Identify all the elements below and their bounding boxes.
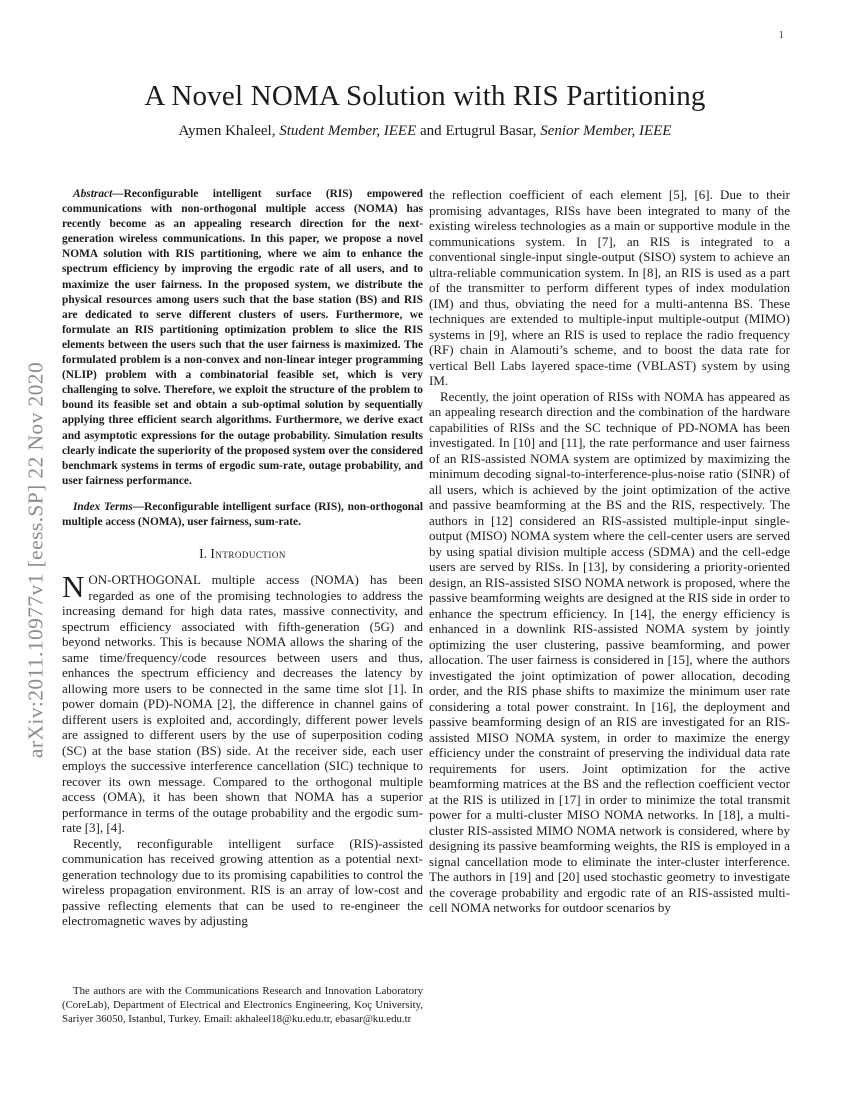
page-number: 1 xyxy=(778,29,784,41)
abstract-label: Abstract— xyxy=(73,188,124,200)
authors-line xyxy=(0,123,850,140)
section-number: I. xyxy=(199,546,211,562)
author-separator-1: , xyxy=(271,123,280,139)
author-separator-2: , xyxy=(532,123,541,139)
author-affiliation-footnote: The authors are with the Communications Research and Innovation Laboratory (CoreLab), Department of Electrical and Electronics Engineering, Koç University, Sariyer 36050, Istanbul, Turkey. Email: akhaleel18@ku.edu.tr, ebasar@ku.edu.tr xyxy=(62,980,423,1027)
dropcap-letter: N xyxy=(62,569,85,605)
left-column xyxy=(62,187,423,982)
abstract-paragraph xyxy=(62,187,423,489)
index-terms-text: Reconfigurable intelligent surface (RIS), non-orthogonal multiple access (NOMA), user fairness, sum-rate. xyxy=(62,500,423,528)
authors-and: and xyxy=(416,123,446,139)
abstract-text: Reconfigurable intelligent surface (RIS) empowered communications with non-orthogonal multiple access (NOMA) has recently become as an appealing research direction for the next-generation wireless communications. In this paper, we propose a novel NOMA solution with RIS partitioning, where we aim to enhance the spectrum efficiency by improving the ergodic rate of all users, and to maximize the user fairness. In the proposed system, we distribute the physical resources among users such that the base station (BS) and RIS are dedicated to serve different clusters of users. Furthermore, we formulate an RIS partitioning optimization problem to slice the RIS elements between the users such that the user fairness is maximized. The formulated problem is a non-convex and non-linear integer programming (NLIP) problem with a combinatorial feasible set, which is very challenging to solve. Therefore, we exploit the structure of the problem to bound its feasible set and obtain a sub-optimal solution by sequentially applying three efficient search algorithms. Furthermore, we derive exact and asymptotic expressions for the outage probability. Simulation results clearly indicate the superiority of the proposed system over the considered benchmark systems in terms of ergodic sum-rate, outage probability, and user fairness performance. xyxy=(62,188,423,487)
right-column xyxy=(429,187,790,1059)
author-name-1: Aymen Khaleel xyxy=(178,123,272,139)
right-paragraph-1: the reflection coefficient of each element [5], [6]. Due to their promising advantages, RISs have been integrated to many of the existing wireless technologies as a main or supportive module in the communications system. In [7], an RIS is integrated to a conventional single-input single-output (SISO) system to achieve an ultra-reliable communication system. In [8], an RIS is used as a part of the transmitter to perform different types of index modulation (IM) and thus, obviating the need for a multi-antenna BS. These techniques are extended to multiple-input multiple-output (MIMO) systems in [9], where an RIS is used to replace the radio frequency (RF) chain in Alamouti’s scheme, and to boost the data rate for vertical Bell Labs layered space-time (VBLAST) system by using IM. xyxy=(429,187,790,388)
index-terms-paragraph xyxy=(62,500,423,530)
author-name-2: Ertugrul Basar xyxy=(445,123,533,139)
right-paragraph-2: Recently, the joint operation of RISs with NOMA has appeared as an appealing research direction and the combination of the hardware capabilities of RISs and the SC technique of PD-NOMA has been investigated. In [10] and [11], the rate performance and user fairness of an RIS-assisted NOMA system are optimized by maximizing the minimum decoding signal-to-interference-plus-noise ratio (SINR) of all users, which is achieved by the joint optimization of the active and passive beamforming at the BS and the RIS, respectively. The authors in [12] considered an RIS-assisted multiple-input single-output (MISO) NOMA system where the cell-center users are served by using spatial division multiple access (SDMA) and the cell-edge users are served by RISs. In [13], by considering a priority-oriented design, an RIS-assisted SISO NOMA network is proposed, where the passive beamforming weights are designed at the RIS side in order to enhance the spectrum efficiency. In [14], the energy efficiency is enhanced in a downlink RIS-assisted NOMA system by jointly optimizing the user clustering, passive beamforming, and power allocation. The user fairness is considered in [15], where the authors investigated the joint optimization of power allocation, decoding order, and the RIS phase shifts to maximize the minimum user rate considering a total power constraint. In [16], the deployment and passive beamforming design of an RIS are investigated for an RIS-assisted MISO NOMA system, in order to maximize the energy efficiency under the constraint of preserving the individual data rate requirements for users. Joint optimization for the active beamforming matrices at the BS and the reflection coefficient vector at the RIS is utilized in [17] in order to minimize the total transmit power for a multi-cluster MISO NOMA networks. In [18], a multi-cluster RIS-assisted MIMO NOMA network is considered, where by designing its passive beamforming weights, the RIS is employed in a signal cancellation mode to eliminate the inter-cluster interference. The authors in [19] and [20] used stochastic geometry to investigate the coverage probability and ergodic rate of an RIS-assisted multi-cell NOMA networks for outdoor scenarios by xyxy=(429,388,790,915)
index-terms-label: Index Terms— xyxy=(73,500,145,513)
intro-paragraph-1-text: ON-ORTHOGONAL multiple access (NOMA) has been regarded as one of the promising technologies to address the increasing demand for high data rates, massive connectivity, and spectrum efficiency associated with fifth-generation (5G) and beyond networks. This is because NOMA allows the sharing of the same time/frequency/code resources between users and thus, enhances the spectrum efficiency and decreases the latency by allowing more users to be connected in the same time slot [1]. In power domain (PD)-NOMA [2], the difference in channel gains of different users is exploited and, accordingly, different power levels are assigned to different users by the use of superposition coding (SC) at the base station (BS) side. At the receiver side, each user employs the successive interference cancellation (SIC) technique to recover its own message. Compared to the orthogonal multiple access (OMA), it has been shown that NOMA has a superior performance in terms of the outage probability and the ergodic sum-rate [3], [4]. xyxy=(62,572,423,836)
intro-paragraph-1 xyxy=(62,569,423,836)
paper-title: A Novel NOMA Solution with RIS Partitioning xyxy=(144,80,706,112)
intro-paragraph-2: Recently, reconfigurable intelligent surface (RIS)-assisted communication has received growing attention as a potential next-generation technology due to its promising capabilities to control the wireless propagation environment. RIS is an array of low-cost and passive reflecting elements that can be used to re-engineer the electromagnetic waves by adjusting xyxy=(62,835,423,929)
section-title: Introduction xyxy=(210,546,286,562)
author-role-2: Senior Member, IEEE xyxy=(540,123,672,139)
arxiv-watermark: arXiv:2011.10977v1 [eess.SP] 22 Nov 2020 xyxy=(23,361,48,759)
author-role-1: Student Member, IEEE xyxy=(279,123,417,139)
section-heading-introduction xyxy=(62,546,423,562)
